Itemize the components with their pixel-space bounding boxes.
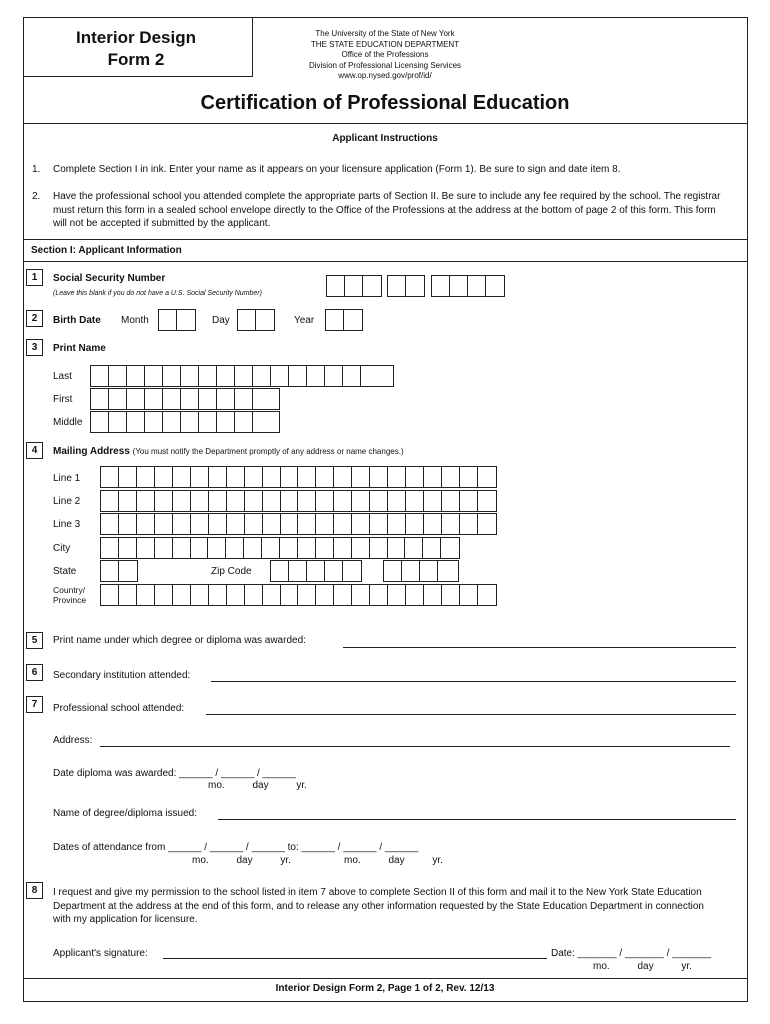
char-cell[interactable]: [442, 491, 460, 511]
char-cell[interactable]: [460, 491, 478, 511]
char-cell[interactable]: [344, 310, 362, 330]
char-cell[interactable]: [209, 491, 227, 511]
char-cell[interactable]: [289, 561, 307, 581]
address-line1-label: Line 1: [53, 473, 81, 484]
title-box-edge: [252, 17, 253, 77]
char-cell[interactable]: [245, 467, 263, 487]
char-cell[interactable]: [370, 491, 388, 511]
char-cell[interactable]: [460, 467, 478, 487]
instruction-number: 2.: [32, 191, 41, 202]
char-cell[interactable]: [460, 514, 478, 534]
char-cell[interactable]: [388, 491, 406, 511]
char-cell[interactable]: [137, 585, 155, 605]
char-cell[interactable]: [145, 389, 163, 409]
char-cell[interactable]: [208, 538, 226, 558]
item-number: 6: [26, 664, 43, 681]
char-cell[interactable]: [384, 561, 402, 581]
char-cell[interactable]: [424, 585, 442, 605]
char-cell[interactable]: [468, 276, 486, 296]
char-cell[interactable]: [370, 467, 388, 487]
char-cell[interactable]: [352, 585, 370, 605]
char-cell[interactable]: [109, 389, 127, 409]
char-cell[interactable]: [155, 467, 173, 487]
char-cell[interactable]: [173, 585, 191, 605]
char-cell[interactable]: [345, 276, 363, 296]
permission-statement: I request and give my permission to the school listed in item 7 above to complete Section II of this form and mail it to the New York State Education Department at the address at the end of this form, and to release any other information requested by the State Education Department in connection with my application for licensure.: [53, 887, 704, 925]
char-cell[interactable]: [352, 491, 370, 511]
char-cell[interactable]: [119, 538, 137, 558]
last-name-label: Last: [53, 371, 72, 382]
char-cell[interactable]: [101, 538, 119, 558]
char-cell[interactable]: [119, 467, 137, 487]
char-cell[interactable]: [281, 514, 299, 534]
char-cell[interactable]: [307, 366, 325, 386]
char-cell[interactable]: [442, 467, 460, 487]
char-cell[interactable]: [155, 585, 173, 605]
char-cell[interactable]: [177, 310, 195, 330]
degree-issued-input[interactable]: [218, 819, 736, 820]
char-cell[interactable]: [280, 538, 298, 558]
char-cell[interactable]: [298, 491, 316, 511]
date-awarded-sublabels: mo. day yr.: [208, 780, 307, 791]
char-cell[interactable]: [227, 514, 245, 534]
instruction-item: [32, 163, 732, 177]
zip-code-input[interactable]: [270, 560, 362, 582]
char-cell[interactable]: [101, 561, 119, 581]
char-cell[interactable]: [402, 561, 420, 581]
char-cell[interactable]: [173, 491, 191, 511]
form-title-line1: Interior Design: [76, 28, 196, 47]
char-cell[interactable]: [101, 585, 119, 605]
agency-line: Office of the Professions: [341, 50, 429, 59]
char-cell[interactable]: [245, 585, 263, 605]
char-cell[interactable]: [361, 366, 379, 386]
instruction-text: Complete Section I in ink. Enter your name as it appears on your licensure application (Form 1). Be sure to sign and date item 8.: [53, 164, 621, 175]
agency-line: Division of Professional Licensing Services: [308, 60, 462, 70]
char-cell[interactable]: [406, 491, 424, 511]
instruction-number: 1.: [32, 164, 41, 175]
char-cell[interactable]: [424, 514, 442, 534]
char-cell[interactable]: [343, 366, 361, 386]
ssn-area-input[interactable]: [326, 275, 382, 297]
char-cell[interactable]: [478, 467, 496, 487]
char-cell[interactable]: [127, 412, 145, 432]
char-cell[interactable]: [388, 514, 406, 534]
instructions-heading: Applicant Instructions: [332, 133, 438, 144]
char-cell[interactable]: [155, 538, 173, 558]
char-cell[interactable]: [163, 366, 181, 386]
char-cell[interactable]: [442, 514, 460, 534]
char-cell[interactable]: [432, 276, 450, 296]
char-cell[interactable]: [191, 538, 209, 558]
page-footer: Interior Design Form 2, Page 1 of 2, Rev. 12/13: [275, 983, 495, 994]
char-cell[interactable]: [119, 561, 137, 581]
instruction-text: Have the professional school you attended complete the appropriate parts of Section II. Be sure to include any fee required by the school. The registrar must return this form in a sealed school envelope directly to the Office of the Professions at the address at the bottom of page 2 of this form. This form will not be accepted if submitted by the applicant.: [53, 191, 721, 229]
char-cell[interactable]: [316, 491, 334, 511]
date-awarded-field[interactable]: Date diploma was awarded: ______ / ______ / ______: [53, 768, 296, 779]
char-cell[interactable]: [325, 561, 343, 581]
char-cell[interactable]: [209, 585, 227, 605]
middle-name-input[interactable]: [90, 411, 280, 433]
char-cell[interactable]: [406, 467, 424, 487]
char-cell[interactable]: [235, 389, 253, 409]
char-cell[interactable]: [101, 467, 119, 487]
school-address-label: Address:: [53, 735, 93, 746]
char-cell[interactable]: [155, 514, 173, 534]
char-cell[interactable]: [263, 514, 281, 534]
state-input[interactable]: [100, 560, 138, 582]
birth-year-label: Year: [294, 315, 315, 326]
char-cell[interactable]: [281, 491, 299, 511]
divider: [23, 978, 748, 979]
char-cell[interactable]: [217, 366, 235, 386]
birth-day-label: Day: [212, 315, 230, 326]
mailing-address-note: (You must notify the Department promptly of any address or name changes.): [132, 447, 404, 456]
agency-block: [268, 29, 502, 82]
ssn-serial-input[interactable]: [431, 275, 505, 297]
country-input[interactable]: [100, 584, 497, 606]
first-name-label: First: [53, 394, 73, 405]
char-cell[interactable]: [191, 467, 209, 487]
char-cell[interactable]: [145, 366, 163, 386]
char-cell[interactable]: [199, 366, 217, 386]
char-cell[interactable]: [478, 514, 496, 534]
print-name-label: Print Name: [53, 343, 106, 354]
address-line3-label: Line 3: [53, 519, 81, 530]
char-cell[interactable]: [406, 585, 424, 605]
char-cell[interactable]: [423, 538, 441, 558]
signature-date-sublabels: mo. day yr.: [593, 961, 692, 972]
char-cell[interactable]: [334, 538, 352, 558]
char-cell[interactable]: [388, 585, 406, 605]
char-cell[interactable]: [460, 585, 478, 605]
char-cell[interactable]: [352, 538, 370, 558]
char-cell[interactable]: [137, 514, 155, 534]
main-title: Certification of Professional Education: [200, 92, 570, 114]
item-number: 5: [26, 632, 43, 649]
char-cell[interactable]: [181, 389, 199, 409]
char-cell[interactable]: [235, 412, 253, 432]
char-cell[interactable]: [316, 538, 334, 558]
item-number: 8: [26, 882, 43, 899]
address-line3-input[interactable]: [100, 513, 497, 535]
char-cell[interactable]: [137, 491, 155, 511]
char-cell[interactable]: [316, 467, 334, 487]
char-cell[interactable]: [334, 491, 352, 511]
city-input[interactable]: [100, 537, 460, 559]
char-cell[interactable]: [326, 310, 344, 330]
char-cell[interactable]: [334, 467, 352, 487]
char-cell[interactable]: [420, 561, 438, 581]
signature-date-field[interactable]: Date: _______ / _______ / _______: [551, 948, 712, 959]
char-cell[interactable]: [424, 491, 442, 511]
professional-school-input[interactable]: [206, 714, 736, 715]
char-cell[interactable]: [155, 491, 173, 511]
char-cell[interactable]: [298, 467, 316, 487]
birth-month-input[interactable]: [158, 309, 196, 331]
ssn-group-input[interactable]: [387, 275, 425, 297]
char-cell[interactable]: [227, 491, 245, 511]
char-cell[interactable]: [334, 585, 352, 605]
char-cell[interactable]: [406, 276, 424, 296]
attendance-from-sublabels: mo. day yr.: [192, 855, 291, 866]
char-cell[interactable]: [127, 366, 145, 386]
country-label: [53, 585, 86, 605]
title-box-divider: [23, 76, 253, 77]
char-cell[interactable]: [262, 538, 280, 558]
char-cell[interactable]: [263, 467, 281, 487]
char-cell[interactable]: [388, 276, 406, 296]
char-cell[interactable]: [253, 389, 271, 409]
char-cell[interactable]: [181, 412, 199, 432]
section-heading: Section I: Applicant Information: [31, 245, 182, 256]
char-cell[interactable]: [327, 276, 345, 296]
professional-school-label: Professional school attended:: [53, 703, 185, 714]
char-cell[interactable]: [424, 467, 442, 487]
char-cell[interactable]: [281, 467, 299, 487]
state-label: State: [53, 566, 77, 577]
char-cell[interactable]: [298, 585, 316, 605]
attendance-dates-field[interactable]: Dates of attendance from ______ / ______ / ______ to: ______ / ______ / ______: [53, 842, 419, 853]
char-cell[interactable]: [91, 412, 109, 432]
char-cell[interactable]: [119, 491, 137, 511]
item-number: 7: [26, 696, 43, 713]
item-number: 2: [26, 310, 43, 327]
char-cell[interactable]: [245, 514, 263, 534]
char-cell[interactable]: [442, 585, 460, 605]
char-cell[interactable]: [316, 585, 334, 605]
form-title-line2: Form 2: [107, 50, 165, 69]
instruction-item: [32, 190, 732, 231]
char-cell[interactable]: [91, 389, 109, 409]
char-cell[interactable]: [199, 389, 217, 409]
char-cell[interactable]: [370, 538, 388, 558]
birth-date-label: Birth Date: [53, 315, 101, 326]
birth-month-label: Month: [121, 315, 149, 326]
char-cell[interactable]: [343, 561, 361, 581]
char-cell[interactable]: [271, 366, 289, 386]
char-cell[interactable]: [119, 585, 137, 605]
char-cell[interactable]: [209, 514, 227, 534]
ssn-label: Social Security Number: [53, 273, 166, 284]
char-cell[interactable]: [406, 514, 424, 534]
char-cell[interactable]: [181, 366, 199, 386]
char-cell[interactable]: [263, 585, 281, 605]
char-cell[interactable]: [352, 514, 370, 534]
char-cell[interactable]: [227, 585, 245, 605]
char-cell[interactable]: [245, 491, 263, 511]
agency-line: THE STATE EDUCATION DEPARTMENT: [310, 39, 460, 49]
char-cell[interactable]: [217, 389, 235, 409]
char-cell[interactable]: [101, 491, 119, 511]
char-cell[interactable]: [119, 514, 137, 534]
birth-year-input[interactable]: [325, 309, 363, 331]
char-cell[interactable]: [478, 585, 496, 605]
item-number: 3: [26, 339, 43, 356]
char-cell[interactable]: [438, 561, 456, 581]
first-name-input[interactable]: [90, 388, 280, 410]
char-cell[interactable]: [159, 310, 177, 330]
char-cell[interactable]: [316, 514, 334, 534]
char-cell[interactable]: [173, 467, 191, 487]
char-cell[interactable]: [450, 276, 468, 296]
char-cell[interactable]: [298, 538, 316, 558]
char-cell[interactable]: [370, 585, 388, 605]
char-cell[interactable]: [478, 491, 496, 511]
char-cell[interactable]: [388, 467, 406, 487]
char-cell[interactable]: [256, 310, 274, 330]
char-cell[interactable]: [441, 538, 459, 558]
char-cell[interactable]: [363, 276, 381, 296]
char-cell[interactable]: [334, 514, 352, 534]
country-label-line2: Province: [53, 595, 87, 605]
form-title: [25, 27, 247, 71]
agency-url: www.op.nysed.gov/prof/id/: [338, 71, 432, 80]
degree-name-input[interactable]: [343, 647, 736, 648]
char-cell[interactable]: [137, 538, 155, 558]
last-name-input[interactable]: [90, 365, 394, 387]
item-number: 1: [26, 269, 43, 286]
agency-line: The University of the State of New York: [315, 29, 455, 38]
char-cell[interactable]: [199, 412, 217, 432]
mailing-address-heading: [53, 446, 404, 457]
item-number: 4: [26, 442, 43, 459]
char-cell[interactable]: [238, 310, 256, 330]
address-line2-label: Line 2: [53, 496, 81, 507]
mailing-address-label: Mailing Address: [53, 446, 130, 457]
char-cell[interactable]: [281, 585, 299, 605]
char-cell[interactable]: [352, 467, 370, 487]
birth-day-input[interactable]: [237, 309, 275, 331]
degree-issued-label: Name of degree/diploma issued:: [53, 808, 197, 819]
char-cell[interactable]: [263, 491, 281, 511]
zip-code-label: Zip Code: [211, 566, 252, 577]
char-cell[interactable]: [226, 538, 244, 558]
char-cell[interactable]: [271, 561, 289, 581]
char-cell[interactable]: [227, 467, 245, 487]
secondary-institution-input[interactable]: [211, 681, 736, 682]
char-cell[interactable]: [325, 366, 343, 386]
char-cell[interactable]: [209, 467, 227, 487]
char-cell[interactable]: [486, 276, 504, 296]
char-cell[interactable]: [173, 514, 191, 534]
char-cell[interactable]: [101, 514, 119, 534]
address-line1-input[interactable]: [100, 466, 497, 488]
school-address-input[interactable]: [100, 746, 730, 747]
signature-label: Applicant's signature:: [53, 948, 148, 959]
char-cell[interactable]: [91, 366, 109, 386]
char-cell[interactable]: [298, 514, 316, 534]
degree-name-label: Print name under which degree or diploma was awarded:: [53, 635, 306, 646]
country-label-line1: Country/: [53, 585, 86, 595]
divider: [23, 261, 748, 262]
char-cell[interactable]: [405, 538, 423, 558]
char-cell[interactable]: [388, 538, 406, 558]
secondary-institution-label: Secondary institution attended:: [53, 670, 191, 681]
char-cell[interactable]: [191, 491, 209, 511]
char-cell[interactable]: [127, 389, 145, 409]
char-cell[interactable]: [163, 412, 181, 432]
char-cell[interactable]: [235, 366, 253, 386]
char-cell[interactable]: [163, 389, 181, 409]
char-cell[interactable]: [173, 538, 191, 558]
zip-extension-input[interactable]: [383, 560, 459, 582]
ssn-note: (Leave this blank if you do not have a U.S. Social Security Number): [53, 290, 262, 297]
attendance-to-sublabels: mo. day yr.: [344, 855, 443, 866]
char-cell[interactable]: [109, 366, 127, 386]
city-label: City: [53, 543, 71, 554]
char-cell[interactable]: [307, 561, 325, 581]
char-cell[interactable]: [289, 366, 307, 386]
char-cell[interactable]: [253, 366, 271, 386]
divider: [23, 123, 748, 124]
char-cell[interactable]: [137, 467, 155, 487]
char-cell[interactable]: [253, 412, 271, 432]
char-cell[interactable]: [217, 412, 235, 432]
char-cell[interactable]: [145, 412, 163, 432]
divider: [23, 239, 748, 240]
char-cell[interactable]: [244, 538, 262, 558]
char-cell[interactable]: [191, 585, 209, 605]
middle-name-label: Middle: [53, 417, 83, 428]
signature-input[interactable]: [163, 958, 547, 959]
address-line2-input[interactable]: [100, 490, 497, 512]
char-cell[interactable]: [370, 514, 388, 534]
char-cell[interactable]: [191, 514, 209, 534]
char-cell[interactable]: [109, 412, 127, 432]
